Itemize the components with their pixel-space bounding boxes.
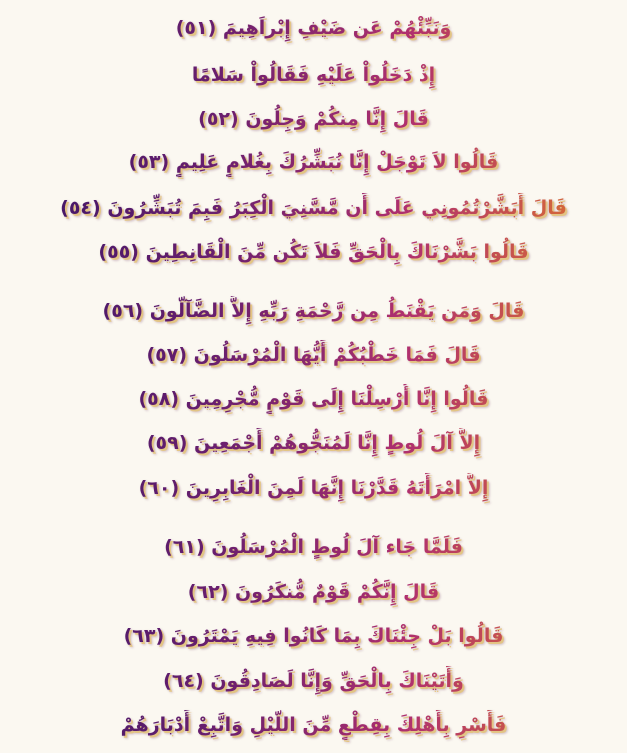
verse-line-53: قَالُوا لاَ تَوْجَلْ إِنَّا نُبَشِّرُكَ بِغُلامٍ عَلِيمٍ (٥٣) [0, 147, 627, 177]
verse-line-58: قَالُوا إِنَّا أُرْسِلْنَا إِلَى قَوْمٍ مُّجْرِمِينَ (٥٨) [0, 384, 627, 414]
verse-line-56: قَالَ وَمَن يَقْنَطُ مِن رَّحْمَةِ رَبِّهِ إِلاَّ الضَّآلُّونَ (٥٦) [0, 296, 627, 326]
verse-line-54: قَالَ أَبَشَّرْتُمُونِي عَلَى أَن مَّسَّنِيَ الْكِبَرُ فَبِمَ تُبَشِّرُونَ (٥٤) [0, 193, 627, 223]
verse-line-62: قَالَ إِنَّكُمْ قَوْمٌ مُّنكَرُونَ (٦٢) [0, 577, 627, 607]
verse-line-60: إِلاَّ امْرَأَتَهُ قَدَّرْنَا إِنَّهَا لَمِنَ الْغَابِرِينَ (٦٠) [0, 473, 627, 503]
verse-line-51-cont: إِذْ دَخَلُواْ عَلَيْهِ فَقَالُواْ سَلامًا [0, 60, 627, 90]
verse-line-55: قَالُوا بَشَّرْنَاكَ بِالْحَقِّ فَلاَ تَكُن مِّنَ الْقَانِطِينَ (٥٥) [0, 237, 627, 267]
verse-line-61: فَلَمَّا جَاء آلَ لُوطٍ الْمُرْسَلُونَ (٦١) [0, 532, 627, 562]
verse-line-51: وَنَبِّئْهُمْ عَن ضَيْفِ إِبْراَهِيمَ (٥١) [0, 13, 627, 43]
verse-line-57: قَالَ فَمَا خَطْبُكُمْ أَيُّهَا الْمُرْسَلُونَ (٥٧) [0, 340, 627, 370]
verse-line-64: وَأَتَيْنَاكَ بِالْحَقِّ وَإِنَّا لَصَادِقُونَ (٦٤) [0, 666, 627, 696]
verse-line-63: قَالُوا بَلْ جِئْنَاكَ بِمَا كَانُوا فِيهِ يَمْتَرُونَ (٦٣) [0, 621, 627, 651]
verse-line-65: فَأَسْرِ بِأَهْلِكَ بِقِطْعٍ مِّنَ اللَّيْلِ وَاتَّبِعْ أَدْبَارَهُمْ [0, 710, 627, 740]
verse-line-52: قَالَ إِنَّا مِنكُمْ وَجِلُونَ (٥٢) [0, 104, 627, 134]
verse-line-59: إِلاَّ آلَ لُوطٍ إِنَّا لَمُنَجُّوهُمْ أَجْمَعِينَ (٥٩) [0, 428, 627, 458]
